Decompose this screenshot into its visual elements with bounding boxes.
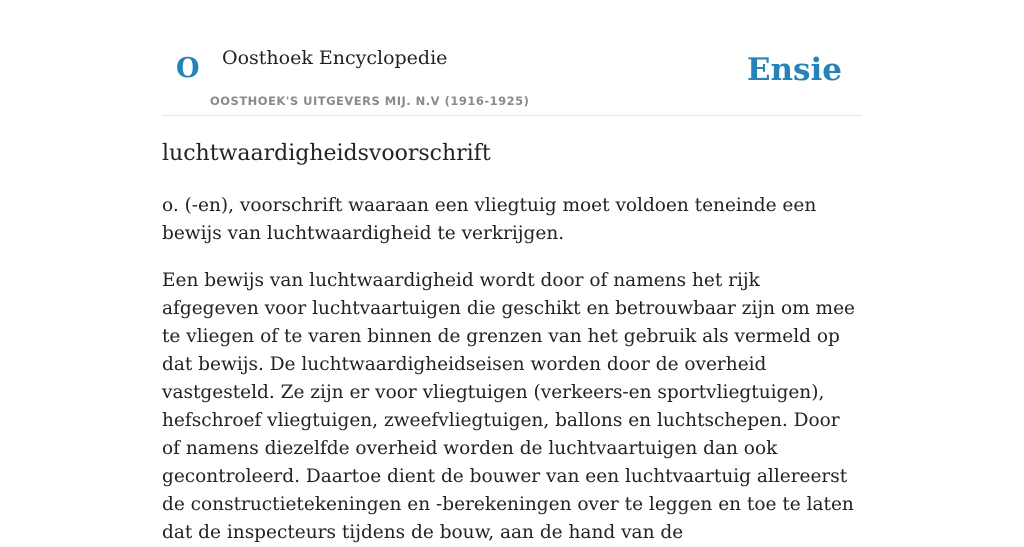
source-title-link[interactable]: Oosthoek Encyclopedie [222,47,448,69]
ensie-logo-link[interactable]: Ensie [746,52,842,88]
entry-headword: luchtwaardigheidsvoorschrift [162,141,491,166]
entry-body: Een bewijs van luchtwaardigheid wordt door of namens het rijk afgegeven voor luchtvaartuigen die geschikt en betrouwbaar zijn om mee te vliegen of te varen binnen de grenzen van het gebruik als vermeld op dat bewijs. De luchtwaardigheidseisen worden door de overheid vastgesteld. Ze zijn er voor vliegtuigen (verkeers-en sportvliegtuigen), hefschroef vliegtuigen, zweefvliegtuigen, ballons en luchtschepen. Door of namens diezelfde overheid worden de luchtvaartuigen dan ook gecontroleerd. Daartoe dient de bouwer van een luchtvaartuig allereerst de constructietekeningen en -berekeningen over te leggen en toe te laten dat de inspecteurs tijdens de bouw, aan de hand van de [162,270,855,543]
source-logo[interactable]: O [176,53,200,84]
source-publisher: OOSTHOEK'S UITGEVERS MIJ. N.V (1916-1925) [210,94,530,108]
article-page [162,0,862,543]
entry-definition: o. (-en), voorschrift waaraan een vliegtuig moet voldoen teneinde een bewijs van luchtwaardigheid te verkrijgen. [162,195,817,244]
source-header [162,0,862,116]
